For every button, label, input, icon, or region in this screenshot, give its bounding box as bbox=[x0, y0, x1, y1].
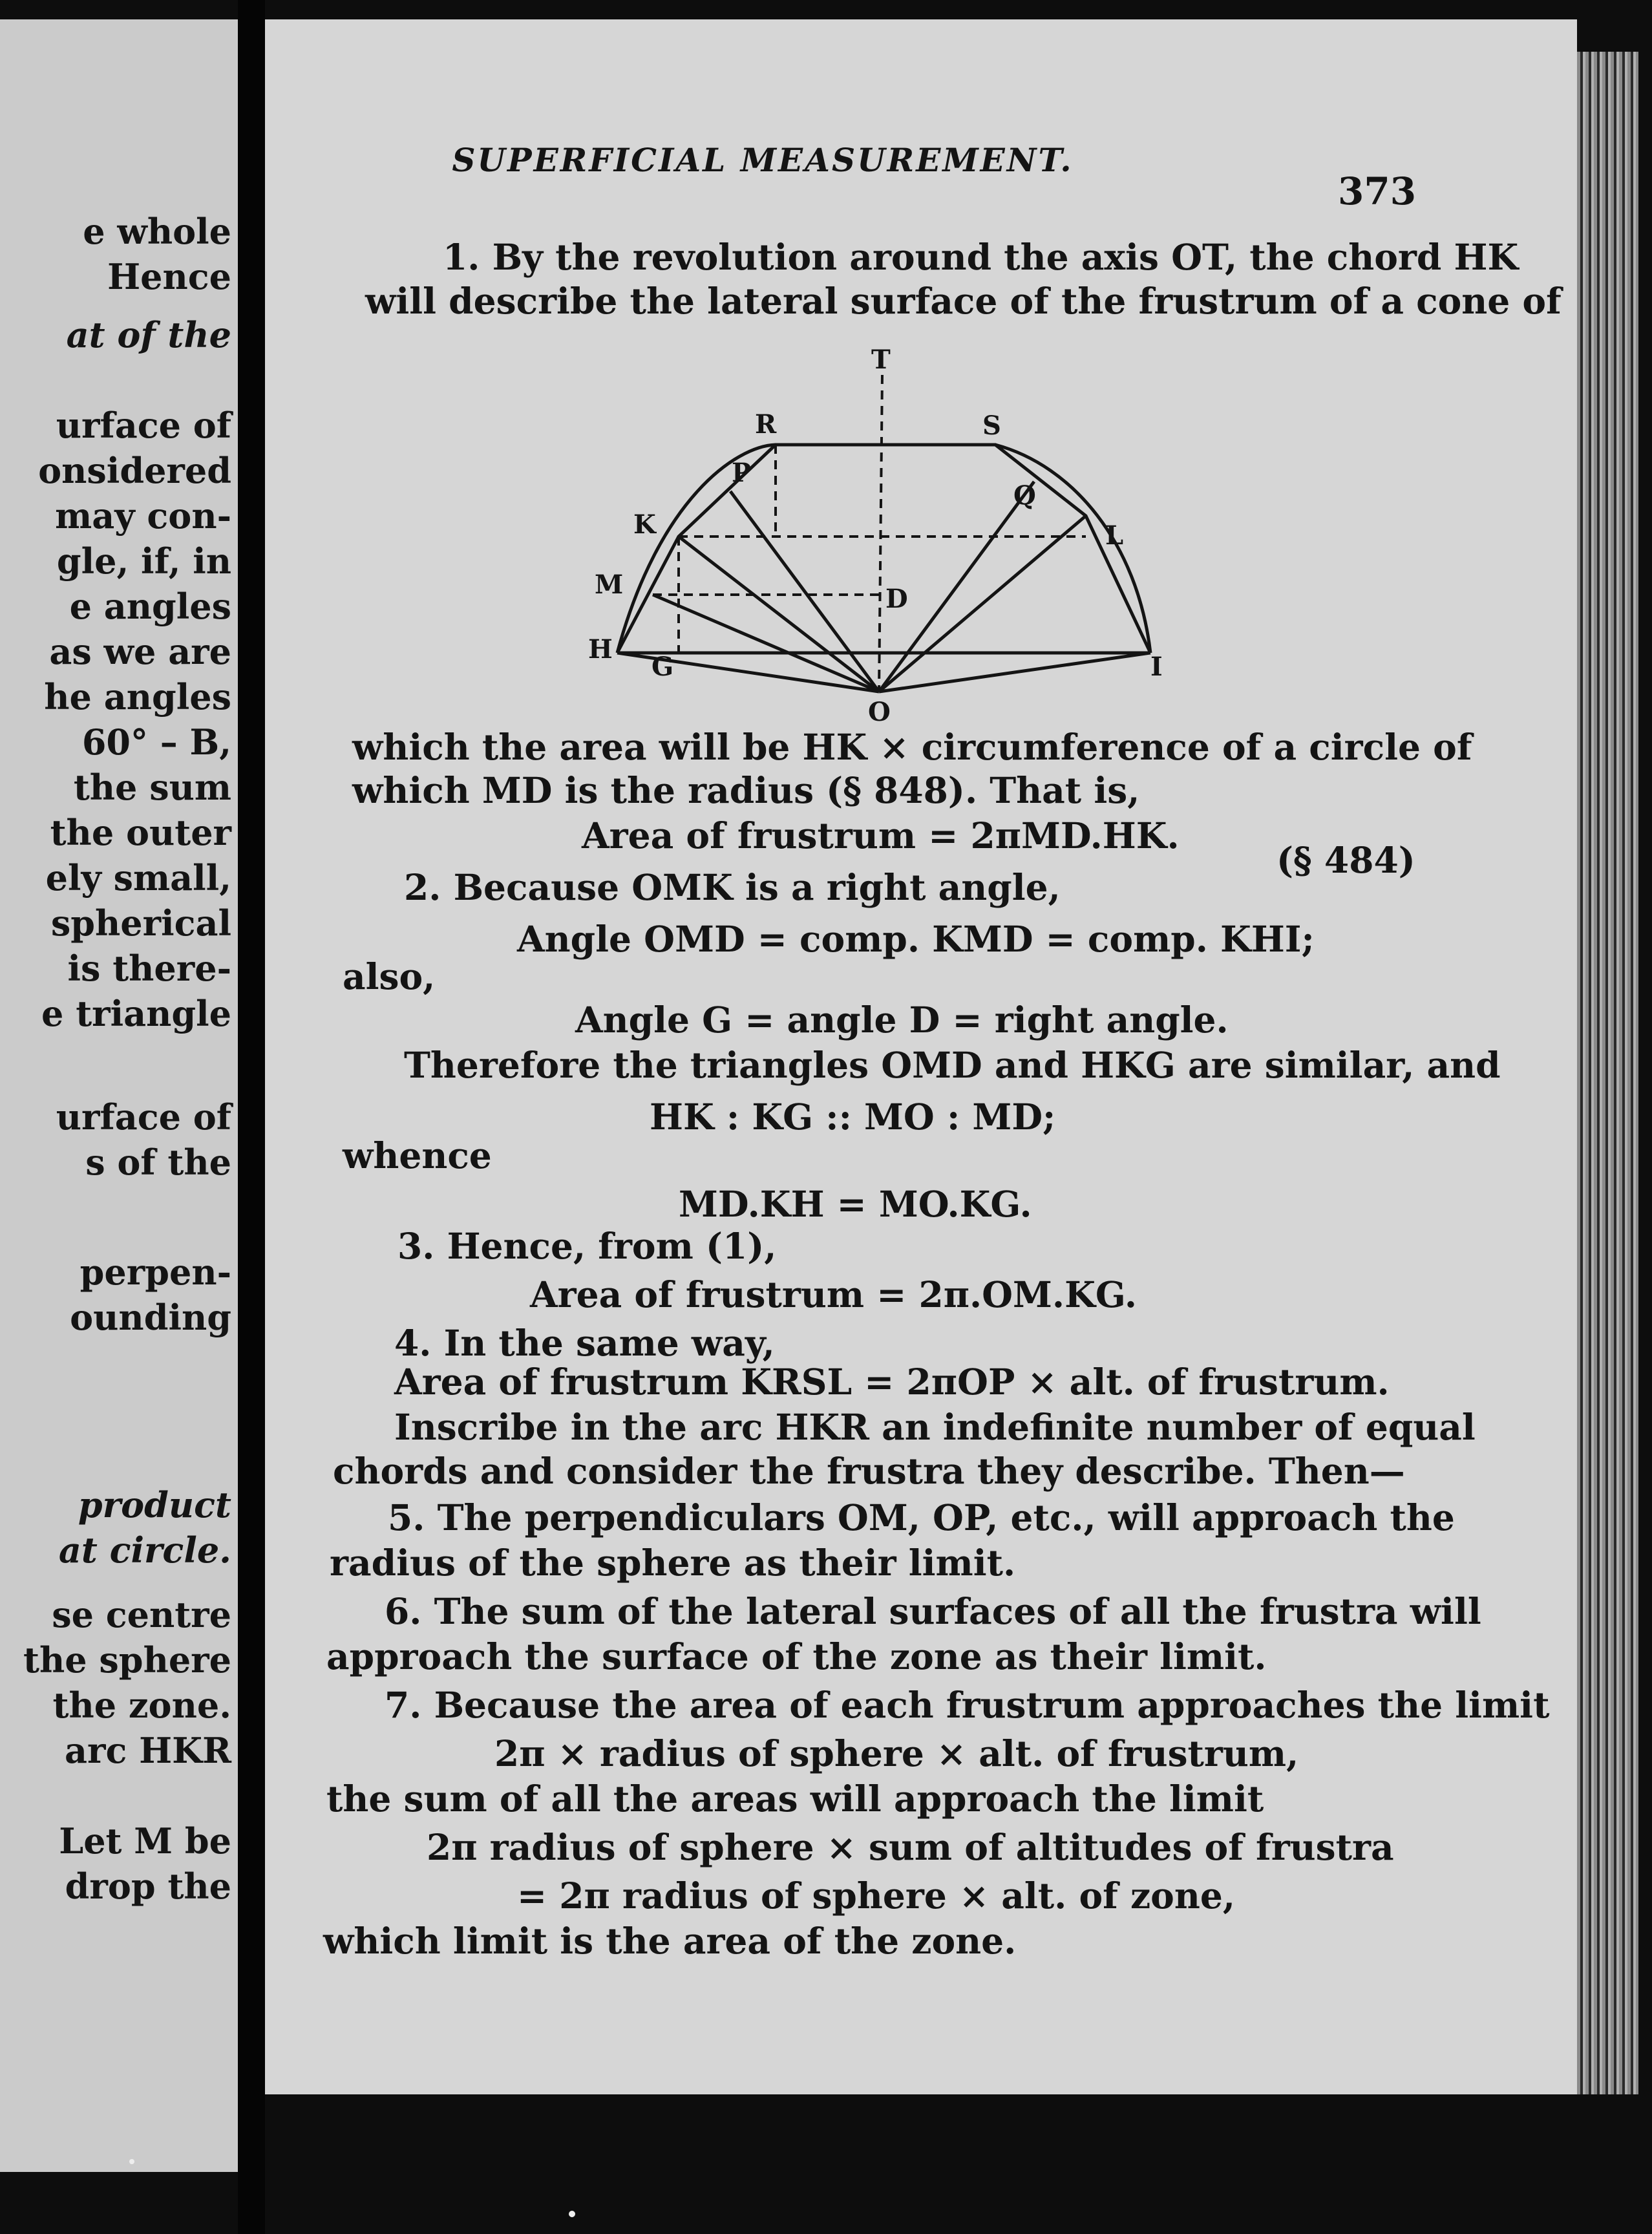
left-page-line: the sphere bbox=[23, 1639, 231, 1681]
label-G: G bbox=[651, 652, 674, 682]
sphere-zone-figure bbox=[582, 349, 1176, 724]
left-page-line: urface of bbox=[56, 1096, 231, 1138]
left-page-line: urface of bbox=[56, 405, 231, 446]
equation: Angle OMD = comp. KMD = comp. KHI; bbox=[517, 918, 1315, 960]
text-line: the sum of all the areas will approach the limit bbox=[326, 1778, 1264, 1820]
label-M: M bbox=[595, 569, 624, 600]
left-page-line: at circle. bbox=[58, 1529, 231, 1571]
text-line: 1. By the revolution around the axis OT, the chord HK bbox=[443, 236, 1519, 278]
equation: Area of frustrum KRSL = 2πOP × alt. of frustrum. bbox=[394, 1361, 1390, 1403]
text-line: 4. In the same way, bbox=[394, 1322, 775, 1364]
left-page-line: e whole bbox=[83, 211, 231, 252]
label-S: S bbox=[982, 410, 1001, 441]
left-page-line: s of the bbox=[85, 1142, 231, 1183]
equation: MD.KH = MO.KG. bbox=[679, 1183, 1032, 1225]
left-page-fragment bbox=[0, 19, 238, 2172]
equation: 2π radius of sphere × sum of altitudes of frustra bbox=[427, 1826, 1394, 1868]
text-line: 7. Because the area of each frustrum approaches the limit bbox=[385, 1684, 1550, 1726]
text-line: approach the surface of the zone as their limit. bbox=[326, 1635, 1267, 1677]
left-page-line: the outer bbox=[50, 812, 231, 853]
equation: Angle G = angle D = right angle. bbox=[575, 999, 1229, 1041]
left-page-line: ounding bbox=[70, 1297, 231, 1338]
left-page-line: drop the bbox=[65, 1866, 231, 1907]
left-page-line: gle, if, in bbox=[56, 540, 231, 582]
text-line: which the area will be HK × circumference of a circle of bbox=[352, 726, 1472, 768]
text-line: 5. The perpendiculars OM, OP, etc., will approach the bbox=[388, 1496, 1455, 1538]
left-page-line: the zone. bbox=[52, 1685, 231, 1726]
left-page-line: onsidered bbox=[38, 450, 231, 491]
line-KO bbox=[679, 537, 879, 692]
equation: HK : KG :: MO : MD; bbox=[650, 1096, 1056, 1138]
left-page-line: as we are bbox=[49, 631, 231, 672]
chord-polygon bbox=[617, 445, 1150, 653]
equation: Area of frustrum = 2πMD.HK. bbox=[582, 814, 1180, 856]
line-MO bbox=[653, 595, 879, 692]
left-page-line: spherical bbox=[50, 902, 231, 944]
text-line: will describe the lateral surface of the frustrum of a cone of bbox=[365, 280, 1562, 322]
label-P: P bbox=[732, 458, 752, 488]
page-edges bbox=[1577, 52, 1638, 2094]
text-line: whence bbox=[343, 1134, 492, 1176]
equation: Area of frustrum = 2π.OM.KG. bbox=[530, 1273, 1138, 1315]
text-line: 6. The sum of the lateral surfaces of all the frustra will bbox=[385, 1590, 1481, 1632]
left-page-line: the sum bbox=[73, 767, 231, 808]
label-I: I bbox=[1150, 652, 1163, 682]
text-line: which MD is the radius (§ 848). That is, bbox=[352, 769, 1140, 811]
text-line: Therefore the triangles OMD and HKG are similar, and bbox=[404, 1044, 1501, 1086]
equation: 2π × radius of sphere × alt. of frustrum, bbox=[494, 1732, 1299, 1774]
axis-OT bbox=[879, 375, 882, 692]
left-page-line: 60° – B, bbox=[81, 721, 231, 763]
text-line: Inscribe in the arc HKR an indefinite number of equal bbox=[394, 1406, 1476, 1448]
left-page-line: he angles bbox=[44, 676, 231, 718]
text-line: 3. Hence, from (1), bbox=[397, 1225, 777, 1267]
text-line: 2. Because OMK is a right angle, bbox=[404, 866, 1061, 908]
speck bbox=[129, 2159, 134, 2164]
page-number: 373 bbox=[1338, 169, 1417, 213]
text-line: also, bbox=[343, 955, 436, 997]
left-page-line: Let M be bbox=[59, 1820, 231, 1862]
label-K: K bbox=[633, 509, 656, 540]
sphere-arc bbox=[617, 445, 1150, 653]
label-O: O bbox=[868, 697, 891, 724]
text-line: chords and consider the frustra they describe. Then— bbox=[333, 1450, 1405, 1492]
line-PO bbox=[730, 491, 879, 692]
label-L: L bbox=[1105, 520, 1124, 551]
text-line: which limit is the area of the zone. bbox=[323, 1920, 1017, 1962]
left-page-line: at of the bbox=[66, 314, 231, 356]
left-page-line: is there- bbox=[67, 948, 231, 989]
running-head: SUPERFICIAL MEASUREMENT. bbox=[452, 141, 1074, 179]
left-page-line: product bbox=[78, 1484, 231, 1526]
label-R: R bbox=[755, 409, 777, 440]
left-page-line: se centre bbox=[52, 1594, 231, 1635]
left-page-line: ely small, bbox=[45, 857, 231, 899]
label-H: H bbox=[588, 634, 613, 665]
equation: = 2π radius of sphere × alt. of zone, bbox=[517, 1875, 1235, 1917]
left-page-line: Hence bbox=[107, 256, 231, 297]
left-page-line: arc HKR bbox=[65, 1730, 231, 1771]
left-page-line: perpen- bbox=[79, 1251, 231, 1293]
label-Q: Q bbox=[1013, 480, 1036, 511]
text-line: radius of the sphere as their limit. bbox=[330, 1542, 1016, 1584]
left-page-line: may con- bbox=[55, 495, 231, 537]
left-page-line: e triangle bbox=[41, 993, 231, 1034]
speck bbox=[569, 2211, 575, 2217]
book-gutter bbox=[238, 0, 265, 2234]
label-D: D bbox=[885, 584, 908, 614]
left-page-line: e angles bbox=[69, 586, 231, 627]
section-reference: (§ 484) bbox=[1276, 839, 1415, 881]
figure-svg bbox=[582, 349, 1176, 724]
label-T: T bbox=[871, 349, 891, 375]
